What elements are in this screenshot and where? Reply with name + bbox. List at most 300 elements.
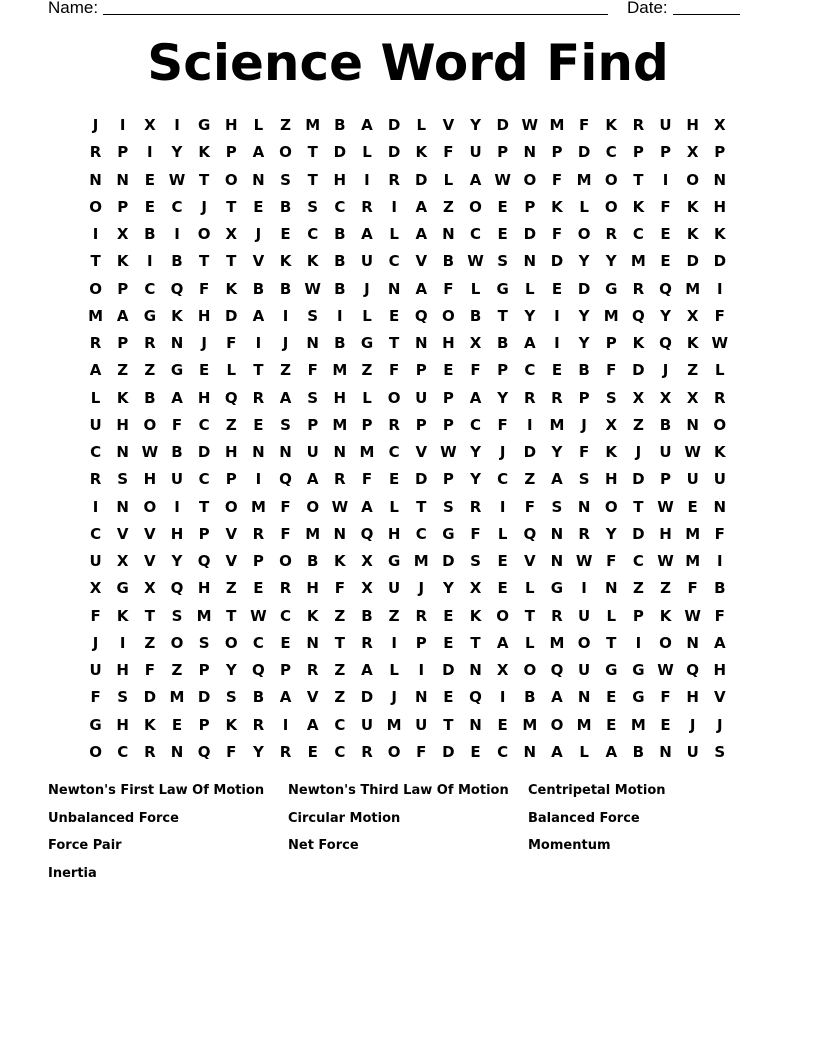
grid-cell: R	[89, 470, 102, 489]
grid-cell: F	[470, 524, 481, 543]
grid-cell: J	[662, 361, 669, 380]
grid-cell: I	[282, 715, 289, 734]
grid-cell: S	[117, 470, 129, 489]
grid-cell: D	[360, 688, 374, 707]
grid-cell: P	[660, 470, 672, 489]
grid-cell: U	[89, 415, 102, 434]
grid-cell: M	[413, 552, 429, 570]
grid-cell: E	[497, 197, 508, 216]
grid-cell: D	[442, 552, 455, 570]
grid-cell: I	[391, 197, 397, 216]
grid-cell: F	[714, 524, 725, 543]
grid-cell: Y	[225, 661, 237, 679]
grid-cell: C	[280, 606, 292, 625]
grid-cell: X	[632, 388, 645, 407]
grid-cell: D	[387, 116, 401, 134]
grid-cell: D	[577, 279, 591, 298]
grid-cell: U	[89, 661, 102, 679]
grid-cell: B	[171, 443, 183, 461]
grid-cell: Q	[414, 306, 428, 325]
grid-cell: Z	[524, 470, 536, 489]
grid-cell: T	[606, 633, 617, 652]
grid-cell: P	[442, 415, 454, 434]
grid-cell: M	[196, 606, 212, 625]
grid-cell: M	[630, 252, 646, 271]
grid-cell: H	[604, 470, 618, 489]
grid-row	[82, 630, 734, 657]
grid-cell: L	[362, 388, 372, 407]
grid-cell: K	[171, 306, 183, 325]
grid-cell: B	[659, 415, 672, 434]
grid-cell: U	[578, 661, 591, 679]
grid-cell: N	[414, 688, 428, 707]
grid-cell: P	[497, 143, 509, 162]
grid-cell: S	[307, 197, 319, 216]
grid-cell: Q	[523, 524, 537, 543]
grid-cell: G	[116, 579, 129, 598]
grid-cell: V	[116, 524, 129, 543]
grid-cell: F	[226, 742, 237, 761]
grid-cell: M	[305, 116, 321, 134]
grid-row	[82, 248, 734, 275]
grid-cell: I	[717, 279, 723, 298]
grid-cell: M	[332, 361, 348, 380]
grid-cell: V	[442, 116, 455, 134]
grid-cell: E	[307, 742, 318, 761]
grid-cell: Y	[605, 252, 617, 271]
grid-cell: E	[253, 579, 264, 598]
grid-cell: V	[714, 688, 726, 707]
grid-cell: B	[171, 252, 183, 271]
grid-cell: E	[280, 225, 291, 243]
grid-cell: Z	[687, 361, 699, 380]
grid-cell: W	[684, 443, 701, 461]
grid-cell: A	[415, 279, 428, 298]
grid-cell: V	[144, 552, 156, 570]
grid-cell: D	[632, 470, 645, 489]
grid-cell: L	[579, 197, 589, 216]
grid-cell: P	[415, 415, 427, 434]
grid-cell: P	[117, 334, 129, 352]
grid-cell: P	[198, 661, 210, 679]
grid-cell: Z	[117, 361, 129, 380]
grid-cell: T	[633, 497, 644, 516]
grid-cell: Z	[225, 579, 237, 598]
grid-cell: B	[714, 579, 726, 598]
grid-cell: Z	[361, 361, 373, 380]
grid-cell: R	[89, 334, 102, 352]
grid-cell: D	[442, 742, 455, 761]
grid-cell: C	[334, 715, 346, 734]
grid-cell: J	[717, 715, 723, 734]
grid-cell: W	[494, 170, 511, 189]
grid-cell: K	[198, 143, 210, 162]
grid-cell: E	[253, 415, 264, 434]
grid-cell: C	[470, 225, 482, 243]
grid-row	[82, 712, 734, 739]
grid-cell: F	[660, 688, 671, 707]
grid-row	[82, 139, 734, 166]
grid-cell: L	[470, 279, 481, 298]
grid-cell: P	[442, 388, 454, 407]
grid-cell: R	[524, 388, 536, 407]
grid-cell: P	[361, 415, 373, 434]
grid-cell: N	[306, 633, 319, 652]
grid-cell: A	[361, 497, 373, 516]
grid-cell: F	[307, 361, 318, 380]
grid-cell: I	[337, 306, 343, 325]
grid-cell: C	[334, 197, 346, 216]
grid-cell: Q	[252, 661, 265, 679]
grid-cell: M	[522, 715, 538, 734]
grid-cell: R	[714, 388, 726, 407]
grid-cell: S	[307, 388, 319, 407]
grid-cell: A	[361, 661, 373, 679]
grid-cell: U	[170, 470, 184, 489]
grid-cell: X	[469, 334, 482, 352]
grid-cell: N	[170, 742, 184, 761]
grid-cell: O	[89, 742, 102, 761]
grid-cell: O	[197, 225, 211, 243]
grid-cell: N	[116, 170, 129, 189]
grid-cell: G	[89, 715, 102, 734]
grid-cell: Z	[280, 116, 291, 134]
grid-cell: P	[225, 143, 237, 162]
grid-cell: O	[279, 143, 292, 162]
grid-cell: F	[470, 361, 481, 380]
grid-cell: W	[467, 252, 484, 271]
grid-cell: K	[225, 715, 238, 734]
grid-cell: E	[388, 306, 400, 325]
grid-cell: B	[279, 197, 292, 216]
grid-cell: M	[332, 415, 348, 434]
grid-cell: B	[578, 361, 590, 380]
grid-cell: K	[632, 197, 645, 216]
grid-cell: V	[524, 552, 536, 570]
grid-cell: J	[92, 633, 99, 652]
grid-cell: R	[361, 633, 373, 652]
grid-row	[82, 330, 734, 357]
grid-cell: V	[225, 552, 238, 570]
grid-cell: R	[306, 661, 319, 679]
grid-cell: O	[224, 497, 238, 516]
grid-cell: R	[415, 606, 428, 625]
grid-cell: O	[442, 306, 455, 325]
grid-cell: X	[89, 579, 102, 598]
grid-cell: C	[415, 524, 427, 543]
grid-row	[82, 494, 734, 521]
grid-cell: I	[581, 579, 587, 598]
grid-cell: J	[689, 715, 696, 734]
grid-cell: K	[144, 715, 156, 734]
grid-cell: F	[578, 116, 590, 134]
grid-cell: E	[144, 197, 155, 216]
grid-cell: K	[659, 606, 672, 625]
grid-cell: D	[686, 252, 699, 271]
grid-cell: O	[523, 661, 537, 679]
grid-cell: K	[632, 334, 645, 352]
grid-cell: R	[252, 715, 265, 734]
grid-cell: W	[657, 552, 674, 570]
grid-cell: S	[551, 497, 563, 516]
grid-cell: O	[89, 279, 102, 298]
grid-cell: P	[605, 334, 617, 352]
grid-cell: W	[684, 606, 701, 625]
word-list-item: Centripetal Motion	[528, 783, 666, 798]
grid-cell: D	[333, 143, 347, 162]
grid-cell: E	[606, 715, 617, 734]
grid-cell: U	[415, 388, 428, 407]
word-list-item: Net Force	[288, 838, 359, 854]
grid-cell: N	[469, 715, 482, 734]
grid-cell: T	[389, 334, 400, 352]
grid-cell: F	[144, 661, 155, 679]
grid-cell: N	[550, 524, 564, 543]
grid-cell: U	[388, 579, 401, 598]
grid-cell: W	[250, 606, 267, 625]
word-list-item: Newton's Third Law Of Motion	[288, 783, 509, 798]
grid-cell: O	[523, 170, 537, 189]
grid-cell: S	[497, 252, 509, 271]
grid-cell: C	[198, 415, 210, 434]
grid-cell: K	[605, 443, 618, 461]
grid-cell: F	[551, 170, 563, 189]
grid-cell: N	[604, 579, 618, 598]
grid-cell: Y	[470, 116, 481, 134]
grid-cell: Z	[280, 361, 291, 380]
grid-cell: Q	[659, 279, 672, 298]
grid-cell: T	[226, 606, 237, 625]
grid-cell: A	[551, 742, 563, 761]
grid-cell: I	[255, 470, 262, 489]
grid-cell: R	[551, 606, 563, 625]
grid-cell: O	[713, 415, 727, 434]
grid-cell: T	[144, 606, 155, 625]
grid-cell: V	[144, 524, 156, 543]
grid-cell: N	[713, 170, 727, 189]
grid-cell: E	[660, 715, 671, 734]
grid-cell: M	[603, 306, 619, 325]
grid-cell: X	[686, 388, 699, 407]
grid-cell: Z	[632, 579, 644, 598]
grid-cell: Y	[578, 334, 590, 352]
name-label: Name:	[48, 0, 99, 17]
grid-cell: I	[92, 225, 99, 243]
grid-cell: C	[144, 279, 156, 298]
grid-cell: N	[442, 225, 455, 243]
grid-cell: O	[170, 633, 184, 652]
grid-cell: K	[306, 606, 319, 625]
grid-cell: X	[714, 116, 726, 134]
grid-cell: B	[334, 334, 346, 352]
grid-cell: C	[334, 742, 346, 761]
grid-cell: I	[418, 661, 425, 679]
grid-cell: O	[604, 497, 618, 516]
grid-cell: M	[386, 715, 402, 734]
grid-cell: I	[499, 688, 506, 707]
grid-cell: Z	[334, 606, 346, 625]
grid-cell: P	[524, 197, 536, 216]
grid-cell: K	[551, 197, 563, 216]
grid-cell: O	[604, 197, 618, 216]
grid-cell: G	[143, 306, 156, 325]
grid-cell: G	[605, 279, 618, 298]
grid-cell: J	[364, 279, 370, 298]
grid-cell: U	[89, 552, 102, 570]
grid-row	[82, 603, 734, 630]
grid-cell: W	[657, 661, 674, 679]
grid-cell: E	[443, 633, 454, 652]
grid-cell: L	[389, 497, 399, 516]
grid-cell: H	[713, 661, 727, 679]
grid-cell: M	[685, 279, 701, 298]
grid-cell: F	[388, 361, 400, 380]
grid-cell: Z	[144, 361, 156, 380]
grid-cell: W	[168, 170, 186, 189]
grid-cell: H	[686, 116, 699, 134]
grid-cell: M	[549, 415, 565, 434]
grid-cell: T	[307, 170, 318, 189]
grid-cell: U	[659, 116, 672, 134]
grid-cell: P	[497, 361, 509, 380]
grid-cell: N	[387, 279, 401, 298]
header-row	[48, 0, 740, 22]
grid-cell: O	[143, 415, 157, 434]
grid-cell: P	[307, 415, 319, 434]
grid-cell: T	[497, 306, 508, 325]
word-list-item: Unbalanced Force	[48, 810, 179, 826]
grid-cell: K	[279, 252, 292, 271]
grid-cell: F	[199, 279, 210, 298]
grid-cell: J	[391, 688, 397, 707]
grid-cell: B	[144, 225, 156, 243]
grid-cell: L	[253, 116, 264, 134]
grid-cell: C	[252, 633, 264, 652]
grid-cell: C	[198, 470, 210, 489]
grid-cell: I	[282, 306, 289, 325]
grid-cell: E	[497, 225, 508, 243]
grid-cell: N	[89, 170, 102, 189]
grid-cell: A	[551, 688, 563, 707]
grid-cell: X	[116, 552, 129, 570]
grid-cell: Z	[225, 415, 237, 434]
grid-cell: F	[524, 497, 535, 516]
grid-cell: I	[499, 497, 506, 516]
grid-cell: U	[686, 742, 699, 761]
grid-cell: A	[171, 388, 183, 407]
grid-cell: I	[174, 225, 180, 243]
grid-cell: E	[497, 579, 508, 598]
grid-cell: N	[170, 334, 184, 352]
word-list-item: Circular Motion	[288, 810, 401, 826]
grid-cell: M	[359, 443, 375, 461]
grid-cell: D	[415, 170, 428, 189]
grid-cell: F	[660, 197, 671, 216]
grid-cell: U	[360, 715, 374, 734]
grid-cell: X	[361, 579, 373, 598]
grid-cell: K	[306, 252, 319, 271]
grid-cell: F	[687, 579, 698, 598]
grid-cell: Q	[632, 306, 645, 325]
grid-cell: G	[496, 279, 509, 298]
grid-cell: A	[415, 197, 428, 216]
page-title: Science Word Find	[147, 34, 669, 92]
grid-cell: P	[714, 143, 726, 162]
grid-cell: O	[387, 742, 401, 761]
grid-cell: P	[660, 143, 672, 162]
grid-cell: V	[306, 688, 319, 707]
grid-cell: N	[279, 443, 292, 461]
grid-cell: K	[713, 225, 726, 243]
grid-cell: T	[199, 497, 210, 516]
grid-cell: D	[523, 443, 537, 461]
grid-cell: S	[605, 388, 617, 407]
grid-cell: Q	[197, 552, 211, 570]
grid-cell: U	[360, 252, 374, 271]
grid-cell: F	[714, 306, 725, 325]
grid-cell: H	[170, 524, 184, 543]
grid-cell: R	[334, 470, 346, 489]
grid-cell: T	[470, 633, 481, 652]
grid-cell: H	[197, 579, 211, 598]
grid-cell: E	[144, 170, 155, 189]
grid-cell: F	[606, 361, 617, 380]
grid-cell: N	[686, 415, 699, 434]
grid-cell: Z	[660, 579, 671, 598]
grid-cell: W	[657, 497, 674, 516]
grid-cell: M	[630, 715, 646, 734]
grid-cell: D	[387, 143, 401, 162]
grid-cell: K	[605, 116, 618, 134]
grid-cell: L	[226, 361, 237, 380]
grid-cell: Y	[252, 742, 264, 761]
grid-cell: R	[469, 497, 482, 516]
grid-cell: M	[685, 524, 701, 543]
grid-cell: H	[333, 170, 347, 189]
grid-cell: A	[361, 225, 373, 243]
grid-cell: C	[307, 225, 319, 243]
grid-cell: L	[443, 170, 454, 189]
grid-cell: N	[333, 443, 347, 461]
grid-cell: E	[443, 361, 454, 380]
grid-cell: Y	[551, 443, 563, 461]
grid-cell: M	[685, 552, 701, 570]
grid-row	[82, 439, 734, 466]
grid-cell: N	[469, 661, 482, 679]
grid-cell: A	[89, 361, 102, 380]
grid-cell: Q	[197, 742, 211, 761]
grid-cell: L	[579, 742, 589, 761]
grid-cell: J	[282, 334, 289, 352]
grid-cell: Z	[334, 688, 346, 707]
grid-cell: X	[496, 661, 509, 679]
grid-cell: Y	[171, 143, 183, 162]
grid-cell: W	[304, 279, 321, 298]
grid-cell: D	[550, 252, 564, 271]
grid-cell: D	[496, 116, 509, 134]
grid-cell: H	[306, 579, 319, 598]
grid-cell: X	[361, 552, 373, 570]
grid-cell: S	[280, 415, 291, 434]
grid-cell: W	[521, 116, 539, 134]
grid-cell: G	[550, 579, 564, 598]
grid-cell: V	[225, 524, 238, 543]
grid-cell: O	[659, 633, 672, 652]
grid-cell: N	[577, 497, 591, 516]
grid-cell: A	[415, 225, 428, 243]
grid-cell: K	[415, 143, 428, 162]
grid-cell: M	[549, 116, 565, 134]
